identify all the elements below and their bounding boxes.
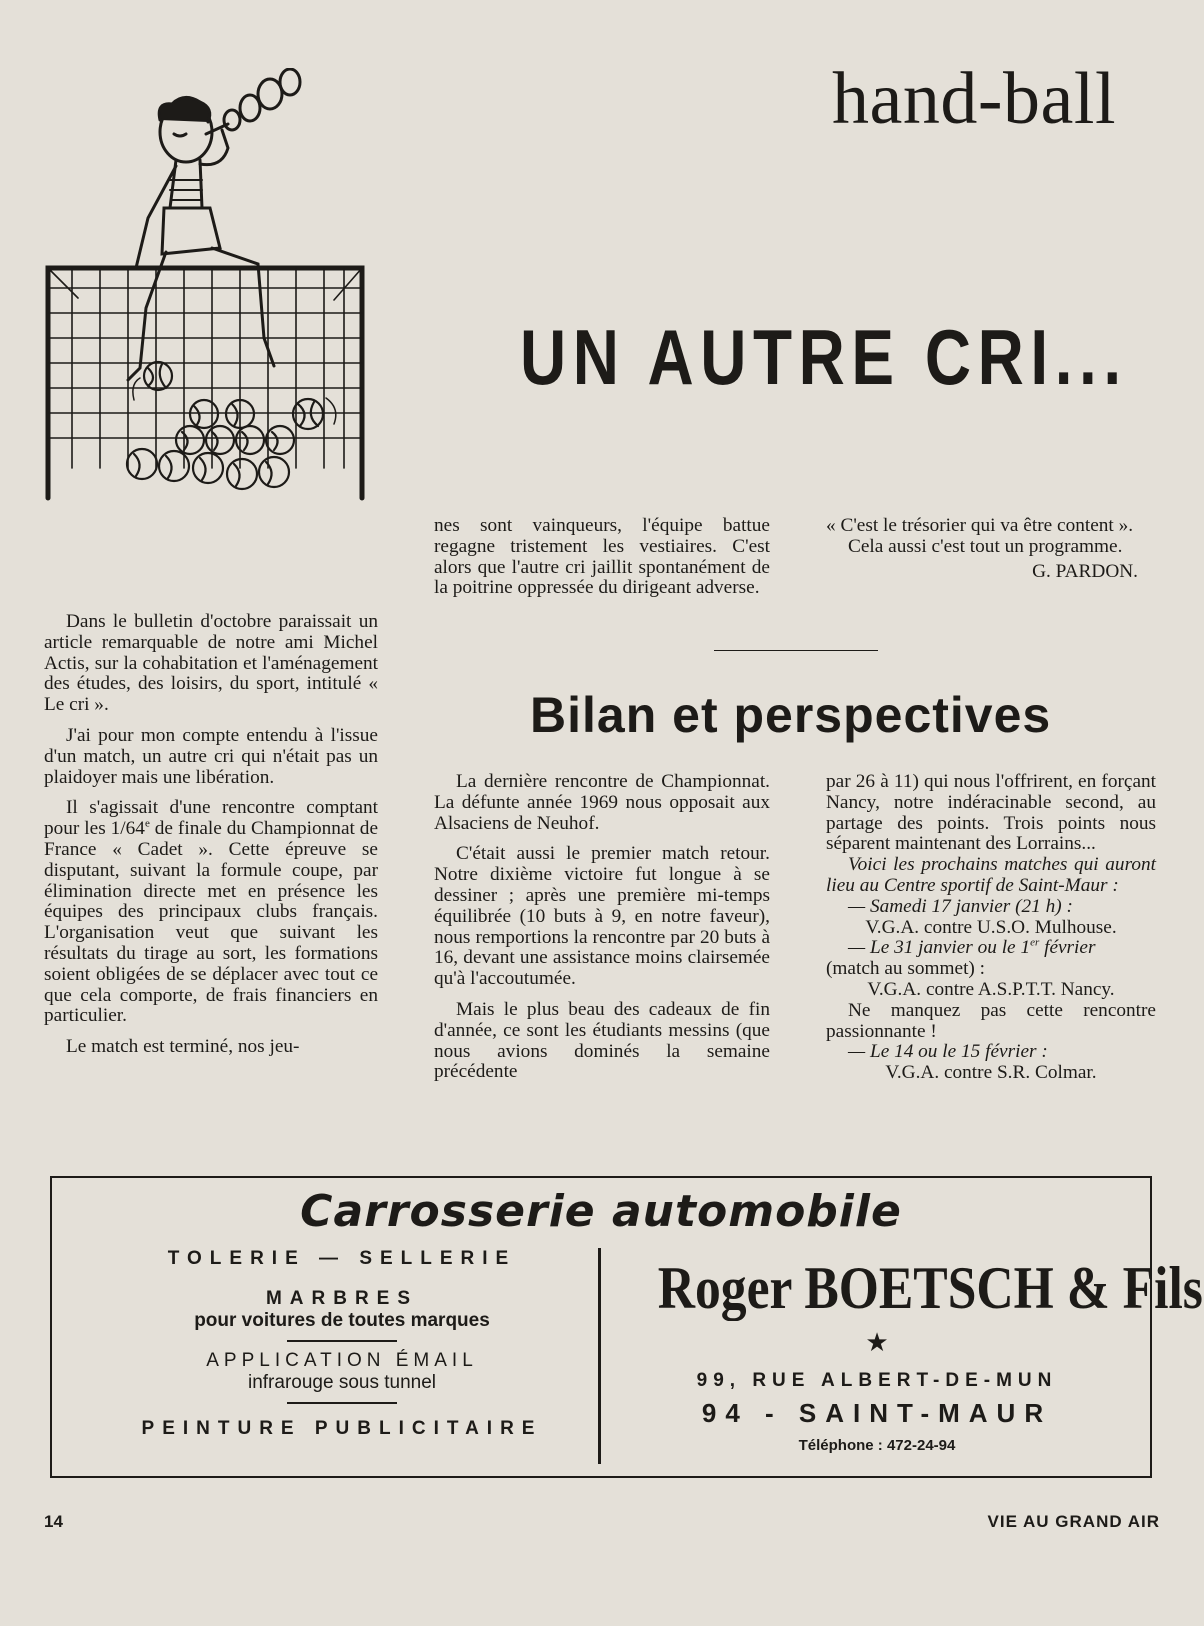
ad-headline: Carrosserie automobile (300, 1186, 902, 1237)
ad-company-name: Roger BOETSCH & Fils (657, 1255, 1203, 1321)
schedule-item: V.G.A. contre U.S.O. Mulhouse. (865, 916, 1117, 938)
paragraph: Il s'agissait d'une rencontre comptant pour les 1/64e de finale du Championnat de France « Cadet ». Cette épreuve se disputant, suivant la formule coupe, par élimination directe met en présence les équipes des principaux clubs français. L'organisation veut que suivant les résultats du tirage au sort, les formations soient obligées de se déplacer avec tout ce que cela comporte, de frais financiers en particulier. (44, 797, 379, 1027)
ad-line: PEINTURE PUBLICITAIRE (141, 1418, 543, 1439)
article-title: UN AUTRE CRI... (520, 313, 1128, 401)
ad-phone: Téléphone : 472-24-94 (798, 1437, 956, 1454)
paragraph: nes sont vainqueurs, l'équipe battue regagne tristement les vestiaires. C'est alors que l'autre cri jaillit spontanément de la poitrine oppressée du dirigeant adverse. (434, 515, 770, 599)
schedule-item: V.G.A. contre S.R. Colmar. (885, 1062, 1097, 1084)
ad-address: 99, RUE ALBERT-DE-MUN (696, 1370, 1058, 1391)
paragraph: La dernière rencontre de Championnat. La défunte année 1969 nous opposait aux Alsaciens de Neuhof. (434, 771, 770, 834)
ad-line: TOLERIE — SELLERIE (167, 1248, 517, 1269)
paragraph: J'ai pour mon compte entendu à l'issue d'un match, un autre cri qui n'était pas un plaidoyer mais une libération. (44, 724, 378, 788)
ad-separator (287, 1340, 397, 1342)
ad-line: infrarouge sous tunnel (247, 1372, 436, 1393)
article-column-left (44, 612, 378, 1068)
schedule-item: — Le 31 janvier ou le 1er février (848, 936, 1096, 959)
handball-goal-illustration (44, 68, 380, 518)
article-column-right (826, 516, 1156, 592)
signature: G. PARDON. (1032, 560, 1138, 582)
section-title: hand-ball (832, 58, 1116, 140)
schedule-item: — Le 14 ou le 15 février : (848, 1041, 1048, 1063)
paragraph: Voici les prochains matches qui auront lieu au Centre sportif de Saint-Maur : (826, 854, 1156, 896)
star-icon: ★ (865, 1328, 889, 1357)
paragraph: Ne manquez pas cette rencontre passionnante ! (826, 999, 1156, 1042)
ad-city: 94 - SAINT-MAUR (701, 1398, 1053, 1428)
advertisement (50, 1176, 1203, 1478)
article-column-middle (434, 516, 770, 609)
paragraph: Dans le bulletin d'octobre paraissait un article remarquable de notre ami Michel Actis, sur la cohabitation et l'aménagement des études, des loisirs, du sport, intitulé « Le cri ». (44, 611, 378, 716)
schedule-item: (match au sommet) : (826, 958, 986, 980)
ad-line: pour voitures de toutes marques (194, 1310, 490, 1331)
schedule-item: V.G.A. contre A.S.P.T.T. Nancy. (867, 978, 1115, 1000)
magazine-name: VIE AU GRAND AIR (987, 1512, 1160, 1531)
paragraph: « C'est le trésorier qui va être content ». (826, 515, 1134, 536)
schedule-item: — Samedi 17 janvier (21 h) : (848, 895, 1073, 917)
ad-services (92, 1248, 592, 1440)
bilan-column-middle (434, 772, 770, 1093)
ad-separator (287, 1402, 397, 1404)
article-title-bilan: Bilan et perspectives (530, 687, 1052, 743)
paragraph: C'était aussi le premier match retour. Notre dixième victoire fut longue à se dessiner ; après une première mi-temps équilibrée (10 buts à 9, en notre faveur), nous remportions la rencontre par 20 buts à 16, devant une assistance moins clairsemée qu'à l'accoutumée. (434, 843, 770, 990)
ad-line: APPLICATION ÉMAIL (206, 1350, 478, 1371)
ad-divider (598, 1248, 601, 1464)
paragraph: Cela aussi c'est tout un programme. (848, 535, 1123, 557)
divider (714, 650, 878, 651)
ad-line: MARBRES (265, 1288, 419, 1309)
page-number: 14 (44, 1512, 63, 1531)
bilan-column-right (826, 772, 1156, 1084)
paragraph: par 26 à 11) qui nous l'offrirent, en forçant Nancy, notre indéracinable second, au partage des points. Trois points nous séparent maintenant des Lorrains... (826, 771, 1156, 855)
paragraph: Le match est terminé, nos jeu- (66, 1036, 300, 1058)
paragraph: Mais le plus beau des cadeaux de fin d'année, ce sont les étudiants messins (que nous avions dominés la semaine précédente (434, 998, 770, 1083)
ad-company-block (622, 1255, 1203, 1454)
